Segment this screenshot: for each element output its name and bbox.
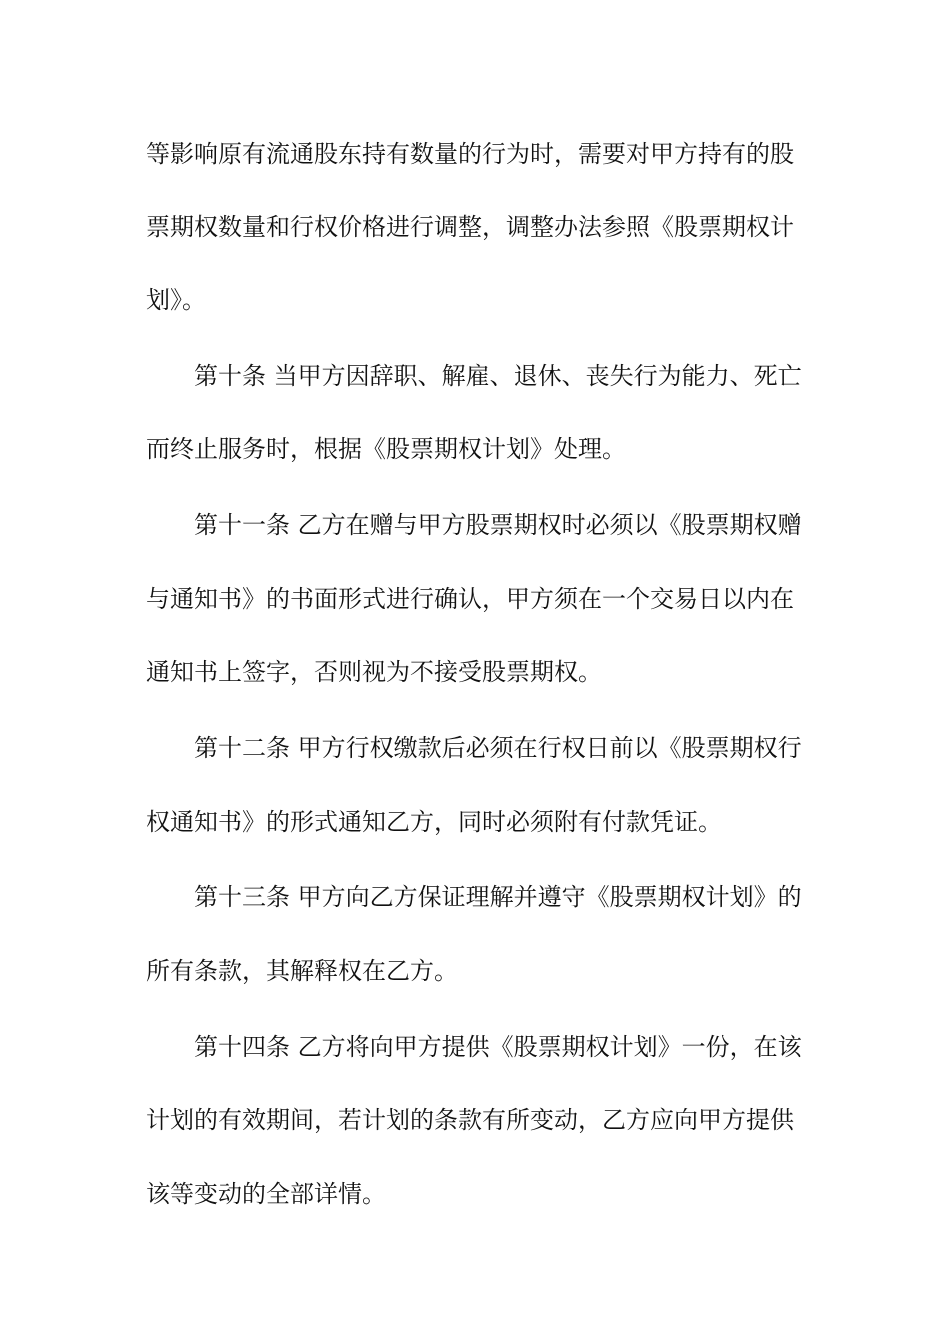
paragraph-line: 划》。	[146, 286, 206, 314]
paragraph-line: 计划的有效期间，若计划的条款有所变动，乙方应向甲方提供	[146, 1106, 794, 1134]
paragraph-line: 通知书上签字，否则视为不接受股票期权。	[146, 658, 602, 686]
article-12-line: 第十二条 甲方行权缴款后必须在行权日前以《股票期权行	[194, 734, 802, 762]
paragraph-line: 权通知书》的形式通知乙方，同时必须附有付款凭证。	[146, 808, 722, 836]
paragraph-line: 而终止服务时，根据《股票期权计划》处理。	[146, 435, 626, 463]
paragraph-line: 票期权数量和行权价格进行调整，调整办法参照《股票期权计	[146, 213, 794, 241]
article-10-line: 第十条 当甲方因辞职、解雇、退休、丧失行为能力、死亡	[194, 362, 802, 390]
article-13-line: 第十三条 甲方向乙方保证理解并遵守《股票期权计划》的	[194, 883, 802, 911]
paragraph-line: 所有条款，其解释权在乙方。	[146, 957, 458, 985]
paragraph-line: 等影响原有流通股东持有数量的行为时，需要对甲方持有的股	[146, 140, 794, 168]
paragraph-line: 该等变动的全部详情。	[146, 1180, 386, 1208]
article-11-line: 第十一条 乙方在赠与甲方股票期权时必须以《股票期权赠	[194, 511, 802, 539]
paragraph-line: 与通知书》的书面形式进行确认，甲方须在一个交易日以内在	[146, 585, 794, 613]
article-14-line: 第十四条 乙方将向甲方提供《股票期权计划》一份，在该	[194, 1033, 802, 1061]
